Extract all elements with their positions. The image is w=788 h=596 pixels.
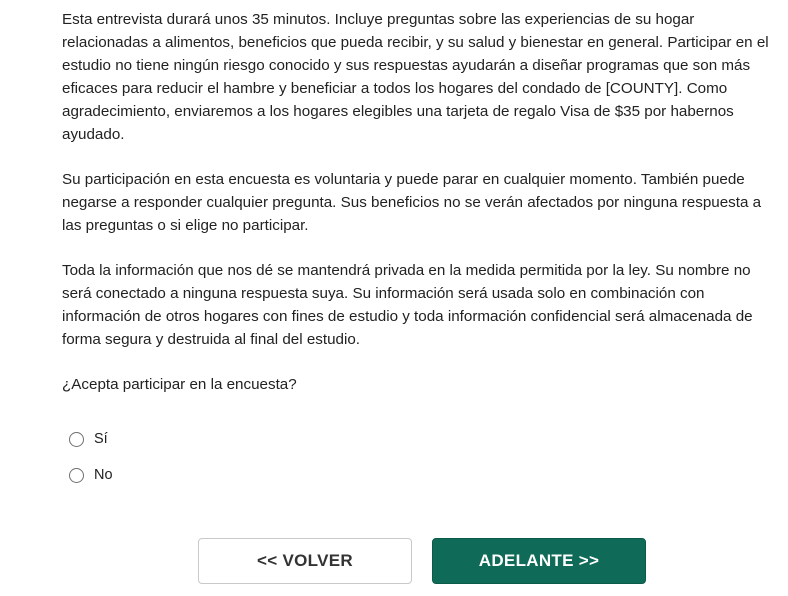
radio-yes[interactable] [69, 432, 84, 447]
option-yes-label: Sí [94, 431, 108, 447]
voluntary-paragraph: Su participación en esta encuesta es voluntaria y puede parar en cualquier momento. También puede negarse a responder cualquier pregunta. Sus beneficios no se verán afectados por ninguna respuesta a las preguntas o si elige no participar. [62, 171, 762, 234]
consent-options [69, 427, 113, 499]
privacy-paragraph: Toda la información que nos dé se mantendrá privada en la medida permitida por la ley. Su nombre no será conectado a ninguna respuesta suya. Su información será usada solo en combinación con información de otros hogares con fines de estudio y toda información confidencial será almacenada de forma segura y destruida al final del estudio. [62, 262, 753, 348]
back-button[interactable] [198, 538, 412, 584]
next-button-label: ADELANTE >> [478, 551, 600, 570]
next-button[interactable] [432, 538, 646, 584]
radio-no[interactable] [69, 468, 84, 483]
option-no[interactable] [69, 463, 113, 487]
back-button-label: << VOLVER [257, 551, 353, 570]
intro-paragraph: Esta entrevista durará unos 35 minutos. Incluye preguntas sobre las experiencias de su hogar relacionadas a alimentos, beneficios que pueda recibir, y su salud y bienestar en general. Participar en el estudio no tiene ningún riesgo conocido y sus respuestas ayudarán a diseñar programas que son más eficaces para reducir el hambre y beneficiar a todos los hogares del condado de [COUNTY]. Como agradecimiento, enviaremos a los hogares elegibles una tarjeta de regalo Visa de $35 por habernos ayudado. [62, 11, 769, 143]
consent-question: ¿Acepta participar en la encuesta? [62, 376, 297, 393]
option-no-label: No [94, 467, 113, 483]
consent-content [62, 8, 778, 396]
option-yes[interactable] [69, 427, 113, 451]
